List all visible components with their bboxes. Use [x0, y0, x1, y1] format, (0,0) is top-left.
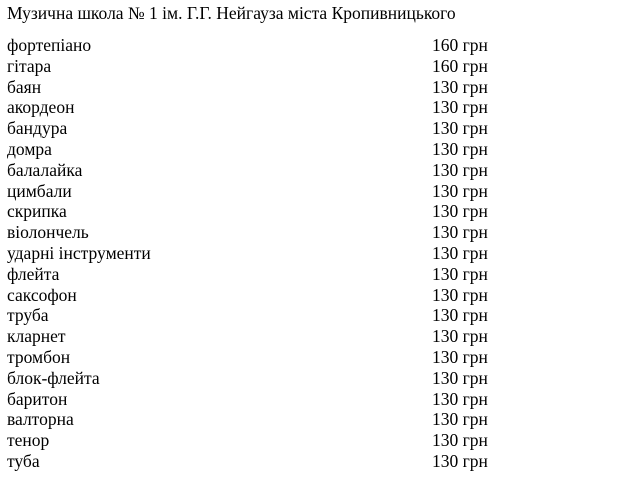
- price-row: [7, 35, 527, 56]
- instrument-name: віолончель: [7, 222, 89, 243]
- instrument-price: 130 грн: [432, 159, 488, 180]
- instrument-price: 130 грн: [432, 346, 488, 367]
- instrument-name: бандура: [7, 118, 68, 139]
- instrument-price: 130 грн: [432, 367, 488, 388]
- price-row: [7, 326, 527, 347]
- price-row: [7, 139, 527, 160]
- instrument-price: 130 грн: [432, 180, 488, 201]
- price-row: [7, 56, 527, 77]
- instrument-name: туба: [7, 450, 40, 471]
- price-row: [7, 118, 527, 139]
- instrument-price: 130 грн: [432, 326, 488, 347]
- price-row: [7, 285, 527, 306]
- instrument-price: 130 грн: [432, 138, 488, 159]
- page-title: Музична школа № 1 ім. Г.Г. Нейгауза міста Кропивницького: [7, 3, 456, 23]
- instrument-name: труба: [7, 305, 49, 326]
- price-row: [7, 430, 527, 451]
- price-row: [7, 389, 527, 410]
- instrument-name: флейта: [7, 263, 60, 284]
- price-row: [7, 451, 527, 472]
- instrument-price: 130 грн: [432, 201, 488, 222]
- price-row: [7, 77, 527, 98]
- price-row: [7, 243, 527, 264]
- price-list: [7, 35, 527, 472]
- instrument-price: 130 грн: [432, 222, 488, 243]
- price-row: [7, 264, 527, 285]
- instrument-name: баян: [7, 76, 42, 97]
- instrument-price: 130 грн: [432, 242, 488, 263]
- instrument-name: блок-флейта: [7, 367, 100, 388]
- instrument-name: саксофон: [7, 284, 77, 305]
- instrument-price: 130 грн: [432, 450, 488, 471]
- instrument-price: 160 грн: [432, 35, 488, 55]
- instrument-price: 130 грн: [432, 284, 488, 305]
- instrument-name: цимбали: [7, 180, 72, 201]
- instrument-name: баритон: [7, 388, 68, 409]
- instrument-name: кларнет: [7, 326, 66, 347]
- price-row: [7, 222, 527, 243]
- instrument-name: гітара: [7, 55, 52, 76]
- price-row: [7, 305, 527, 326]
- instrument-price: 130 грн: [432, 97, 488, 118]
- instrument-name: ударні інструменти: [7, 242, 151, 263]
- instrument-price: 130 грн: [432, 263, 488, 284]
- instrument-price: 130 грн: [432, 409, 488, 430]
- instrument-price: 130 грн: [432, 76, 488, 97]
- price-row: [7, 409, 527, 430]
- instrument-price: 130 грн: [432, 305, 488, 326]
- instrument-name: скрипка: [7, 201, 67, 222]
- instrument-name: фортепіано: [7, 35, 92, 55]
- price-row: [7, 201, 527, 222]
- instrument-price: 130 грн: [432, 118, 488, 139]
- instrument-price: 130 грн: [432, 430, 488, 451]
- instrument-name: тенор: [7, 430, 50, 451]
- price-row: [7, 368, 527, 389]
- instrument-name: тромбон: [7, 346, 71, 367]
- price-row: [7, 347, 527, 368]
- instrument-name: домра: [7, 138, 52, 159]
- price-row: [7, 160, 527, 181]
- instrument-name: балалайка: [7, 159, 83, 180]
- instrument-name: валторна: [7, 409, 74, 430]
- price-row: [7, 181, 527, 202]
- instrument-price: 130 грн: [432, 388, 488, 409]
- instrument-price: 160 грн: [432, 55, 488, 76]
- instrument-name: акордеон: [7, 97, 75, 118]
- price-row: [7, 97, 527, 118]
